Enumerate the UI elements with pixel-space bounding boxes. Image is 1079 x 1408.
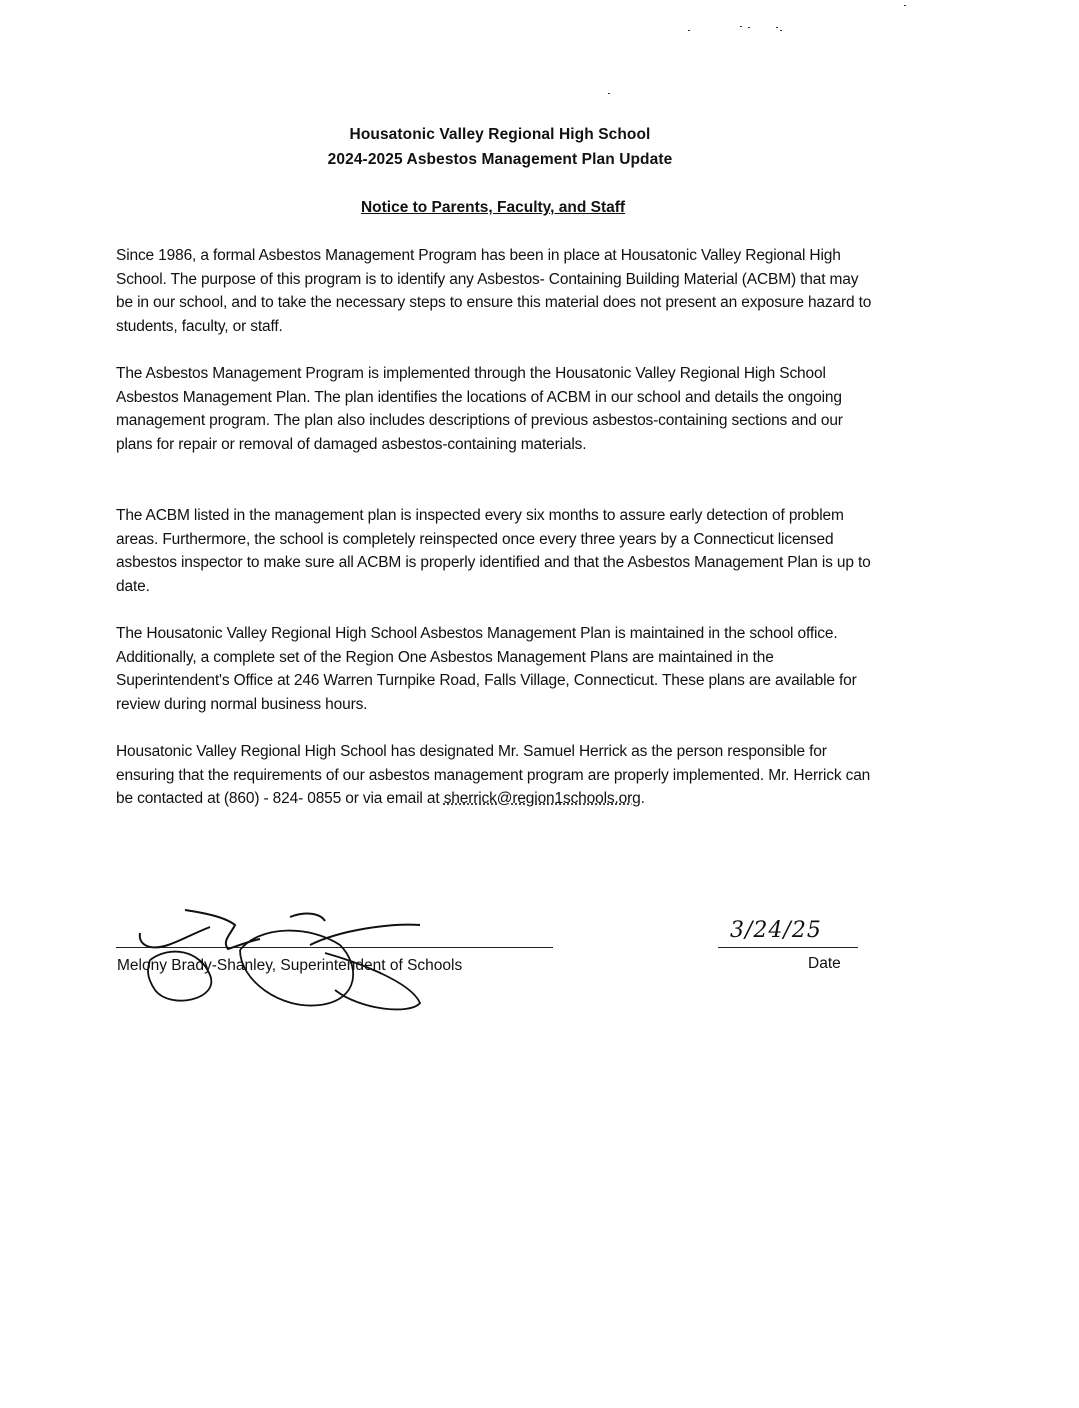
scan-speck <box>776 27 778 28</box>
email-link[interactable]: sherrick@region1schools.org <box>443 790 641 808</box>
scan-speck <box>748 27 750 28</box>
handwritten-date: 3/24/25 <box>730 918 822 943</box>
notice-heading: Notice to Parents, Faculty, and Staff <box>360 199 626 216</box>
paragraph-inspection: The ACBM listed in the management plan is inspected every six months to assure early detection of problem areas. Furthermore, the school is completely reinspected once every three years by a Connecticut licensed asbestos inspector to make sure all ACBM is properly identified and that the Asbestos Management Plan is up to date. <box>116 507 871 595</box>
date-label: Date <box>808 955 841 972</box>
contact-text: Housatonic Valley Regional High School has designated Mr. Samuel Herrick as the person responsible for ensuring that the requirements of our asbestos management program are properly implemented. Mr. Herrick can be contacted at (860) - 824- 0855 or via email at <box>116 743 871 808</box>
plan-title: 2024-2025 Asbestos Management Plan Update <box>327 151 673 168</box>
scan-speck <box>780 30 782 31</box>
signer-name: Melony Brady-Shanley, Superintendent of Schools <box>117 957 463 974</box>
scan-speck <box>904 5 906 6</box>
signature-line <box>116 947 553 948</box>
paragraph-program-history: Since 1986, a formal Asbestos Management Program has been in place at Housatonic Valley Regional High School. The purpose of this program is to identify any Asbestos- Containing Building Material (ACBM) that may be in our school, and to take the necessary steps to ensure this material does not present an exposure hazard to students, faculty, or staff. <box>116 247 872 335</box>
paragraph-plan-implementation: The Asbestos Management Program is implemented through the Housatonic Valley Regional High School Asbestos Management Plan. The plan identifies the locations of ACBM in our school and details the ongoing management program. The plan also includes descriptions of previous asbestos-containing sections and our plans for repair or removal of damaged asbestos-containing materials. <box>116 365 843 453</box>
scan-speck <box>740 26 742 27</box>
paragraph-plan-location: The Housatonic Valley Regional High School Asbestos Management Plan is maintained in the school office. Additionally, a complete set of the Region One Asbestos Management Plans are maintained in the Superintendent's Office at 246 Warren Turnpike Road, Falls Village, Connecticut. These plans are available for review during normal business hours. <box>116 625 857 713</box>
email-suffix: . <box>640 790 645 808</box>
scan-speck <box>688 30 690 31</box>
paragraph-contact <box>116 740 876 811</box>
school-title: Housatonic Valley Regional High School <box>349 126 651 143</box>
date-line <box>718 947 858 948</box>
scan-speck <box>608 93 610 94</box>
